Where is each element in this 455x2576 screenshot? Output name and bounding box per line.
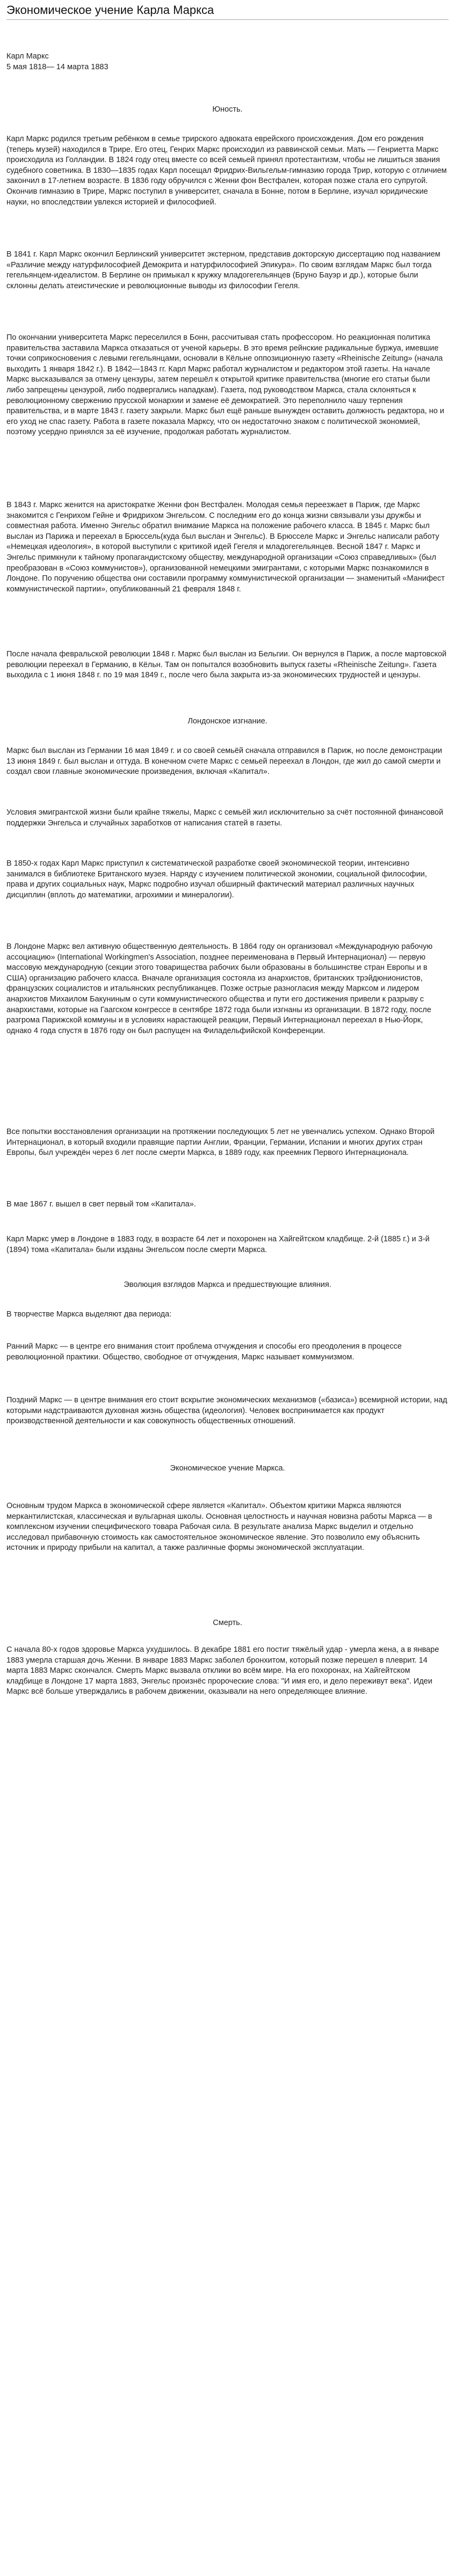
- section-heading-youth: Юность.: [212, 105, 243, 114]
- paragraph: Ранний Маркс — в центре его внимания стоит проблема отчуждения и способы его преодоления в процессе революционной практики. Общество, свободное от отчуждения, Маркс называет коммунизмом.: [6, 1342, 402, 1362]
- page-title: Экономическое учение Карла Маркса: [6, 3, 214, 17]
- paragraph: Маркс был выслан из Германии 16 мая 1849 г. и со своей семьёй сначала отправился в Париж, но после демонстрации 13 июня 1849 г. был выслан и оттуда. В конечном счете Маркс с семьей переехал в Лондон, где жил до самой смерти и создал свои главные экономические произведения, включая «Капитал».: [6, 747, 442, 777]
- section-heading-evolution: Эволюция взглядов Маркса и предшествующие влияния.: [124, 1280, 331, 1289]
- paragraph: Все попытки восстановления организации на протяжении последующих 5 лет не увенчались успехом. Однако Второй Интернационал, в который входили правящие партии Англии, Франции, Германии, Испании и многих других стран Европы, был учреждён через 6 лет после смерти Маркса, в 1889 году, как преемник Первого Интернационала.: [6, 1128, 435, 1158]
- paragraph: С начала 80-х годов здоровье Маркса ухудшилось. В декабре 1881 его постиг тяжёлый удар - умерла жена, а в январе 1883 умерла старшая дочь Женни. В январе 1883 Маркс заболел бронхитом, который позже перешел в плеврит. 14 марта 1883 Маркс скончался. Смерть Маркс вызвала отклики во всём мире. На его похоронах, на Хайгейтском кладбище в Лондоне 17 марта 1883, Энгельс произнёс пророческие слова: "И имя его, и дело переживут века". Идеи Маркс всё больше утверждались в рабочем движении, оказывали на него определяющее влияние.: [6, 1645, 439, 1696]
- author-dates: 5 мая 1818— 14 марта 1883: [6, 63, 109, 71]
- section-heading-death: Смерть.: [213, 1619, 242, 1627]
- paragraph: В мае 1867 г. вышел в свет первый том «Капитала».: [6, 1200, 196, 1209]
- section-heading-economic-teaching: Экономическое учение Маркса.: [170, 1464, 285, 1473]
- section-heading-london-exile: Лондонское изгнание.: [187, 717, 268, 726]
- paragraph: В Лондоне Маркс вел активную общественную деятельность. В 1864 году он организовал «Международную рабочую ассоциацию» (International Workingmen's Association, позднее переименована в Первый Интернационал) — первую массовую международную (секции этого товарищества рабочих были образованы в большинстве стран Европы и в США) организацию рабочего класса. Вначале организация состояла из анархистов, британских трэйдюнионистов, французских социалистов и итальянских республиканцев. Позже острые разногласия между Марксом и лидером анархистов Михаилом Бакуниным о сути коммунистического общества и пути его достижения привели к разрыву с анархистами, которые на Гаагском конгрессе в сентябре 1872 года были изгнаны из организации. В 1872 году, после разгрома Парижской коммуны и в условиях нарастающей реакции, Первый Интернационал переехал в Нью-Йорк, однако 4 года спустя в 1876 году он был распущен на Филадельфийской Конференции.: [6, 942, 433, 1035]
- paragraph: В 1850-х годах Карл Маркс приступил к систематической разработке своей экономической теории, интенсивно занимался в библиотеке Британского музея. Наряду с изучением политической экономии, социальной философии, права и других социальных наук, Маркс подробно изучал обширный фактический материал различных научных дисциплин (вплоть до математики, агрохимии и минералогии).: [6, 859, 427, 899]
- paragraph: В 1841 г. Карл Маркс окончил Берлинский университет экстерном, представив докторскую диссертацию под названием «Различие между натурфилософией Демокрита и натурфилософией Эпикура». По своим взглядам Маркс был тогда гегельянцем-идеалистом. В Берлине он примыкал к кружку младогегельянцев (Бруно Бауэр и др.), которые были склонны делать атеистические и революционные выводы из философии Гегеля.: [6, 250, 440, 290]
- paragraph: Карл Маркс умер в Лондоне в 1883 году, в возрасте 64 лет и похоронен на Хайгейтском кладбище. 2-й (1885 г.) и 3-й (1894) тома «Капитала» были изданы Энгельсом после смерти Маркса.: [6, 1235, 430, 1254]
- paragraph: Карл Маркс родился третьим ребёнком в семье трирского адвоката еврейского происхождения. Дом его рождения (теперь музей) находился в Трире. Его отец, Генрих Маркс происходил из раввинской семьи. Мать — Генриетта Маркс происходила из Голландии. В 1824 году отец вместе со всей семьей принял протестантизм, чтобы не лишиться звания судебного советника. В 1830—1835 годах Карл посещал Фридрих-Вильгельм-гимназию города Трир, которую с отличием закончил в 17-летнем возрасте. В 1836 году обручился с Женни фон Вестфален, которая позже стала его супругой. Окончив гимназию в Трире, Маркс поступил в университет, сначала в Бонне, потом в Берлине, изучал юридические науки, но впоследствии увлекся историей и философией.: [6, 135, 447, 207]
- title-divider: [6, 19, 449, 20]
- paragraph: После начала февральской революции 1848 г. Маркс был выслан из Бельгии. Он вернулся в Париж, а после мартовской революции переехал в Германию, в Кёльн. Там он попытался возобновить выпуск газеты «Rheinische Zeitung». Газета выходила с 1 июня 1848 г. по 19 мая 1849 г., после чего была закрыта из-за экономических трудностей и цензуры.: [6, 650, 447, 680]
- paragraph: Основным трудом Маркса в экономической сфере является «Капитал». Объектом критики Маркса являются меркантилистская, классическая и вульгарная школы. Основная целостность и научная новизна работы Маркса — в комплексном изучении специфического товара Рабочая сила. В результате анализа Маркс выделил и отдельно исследовал прибавочную стоимость как самостоятельное экономическое явление. Это позволило ему объяснить источник и природу прибыли на капитал, а также различные формы экономической эксплуатации.: [6, 1502, 432, 1553]
- paragraph: По окончании университета Маркс переселился в Бонн, рассчитывая стать профессором. Но реакционная политика правительства заставила Маркса отказаться от ученой карьеры. В это время рейнские радикальные буржуа, имевшие точки соприкосновения с левыми гегельянцами, основали в Кёльне оппозиционную газету «Rheinische Zeitung» (начала выходить 1 января 1842 г.). В 1842—1843 гг. Карл Маркс работал журналистом и редактором этой газеты. На начале Маркс высказывался за отмену цензуры, затем перешёл к открытой критике правительства (многие его статьи были либо запрещены цензурой, либо подвергались нападкам). Газета, под руководством Маркса, стала склоняться к революционному свержению прусской монархии и замене её демократией. Это переполнило чашу терпения правительства, и в марте 1843 г. газету закрыли. Маркс был ещё раньше вынужден оставить должность редактора, но и его уход не спас газету. Работа в газете показала Марксу, что он недостаточно знаком с политической экономией, поэтому усердно принялся за её изучение, продолжая работать журналистом.: [6, 333, 444, 437]
- paragraph: В творчестве Маркса выделяют два периода:: [6, 1310, 172, 1319]
- paragraph: В 1843 г. Маркс женится на аристократке Женни фон Вестфален. Молодая семья переезжает в Париж, где Маркс знакомится с Генрихом Гейне и Фридрихом Энгельсом. С последним его до конца жизни связывали узы дружбы и совместная работа. Именно Энгельс обратил внимание Маркса на положение рабочего класса. В 1845 г. Маркс был выслан из Парижа и переехал в Брюссель(куда был выслан и Энгельс). В Брюсселе Маркс и Энгельс написали работу «Немецкая идеология», в которой выступили с критикой идей Гегеля и младогегельянцев. Весной 1847 г. Маркс и Энгельс примкнули к тайному пропагандистскому обществу, международной организации «Союз справедливых» (был преобразован в «Союз коммунистов»), организованной немецкими эмигрантами, с которыми Маркс познакомился в Лондоне. По поручению общества они составили программу коммунистической организации — знаменитый «Манифест коммунистической партии», опубликованный 21 февраля 1848 г.: [6, 501, 445, 594]
- paragraph: Поздний Маркс — в центре внимания его стоит вскрытие экономических механизмов («базиса») всемирной истории, над которыми надстраиваются духовная жизнь общества (идеология). Человек воспринимается как продукт производственной деятельности и как совокупность общественных отношений.: [6, 1396, 447, 1426]
- paragraph: Условия эмигрантской жизни были крайне тяжелы, Маркс с семьёй жил исключительно за счёт постоянной финансовой поддержки Энгельса и случайных заработков от написания статей в газеты.: [6, 808, 444, 828]
- author-name: Карл Маркс: [6, 52, 49, 61]
